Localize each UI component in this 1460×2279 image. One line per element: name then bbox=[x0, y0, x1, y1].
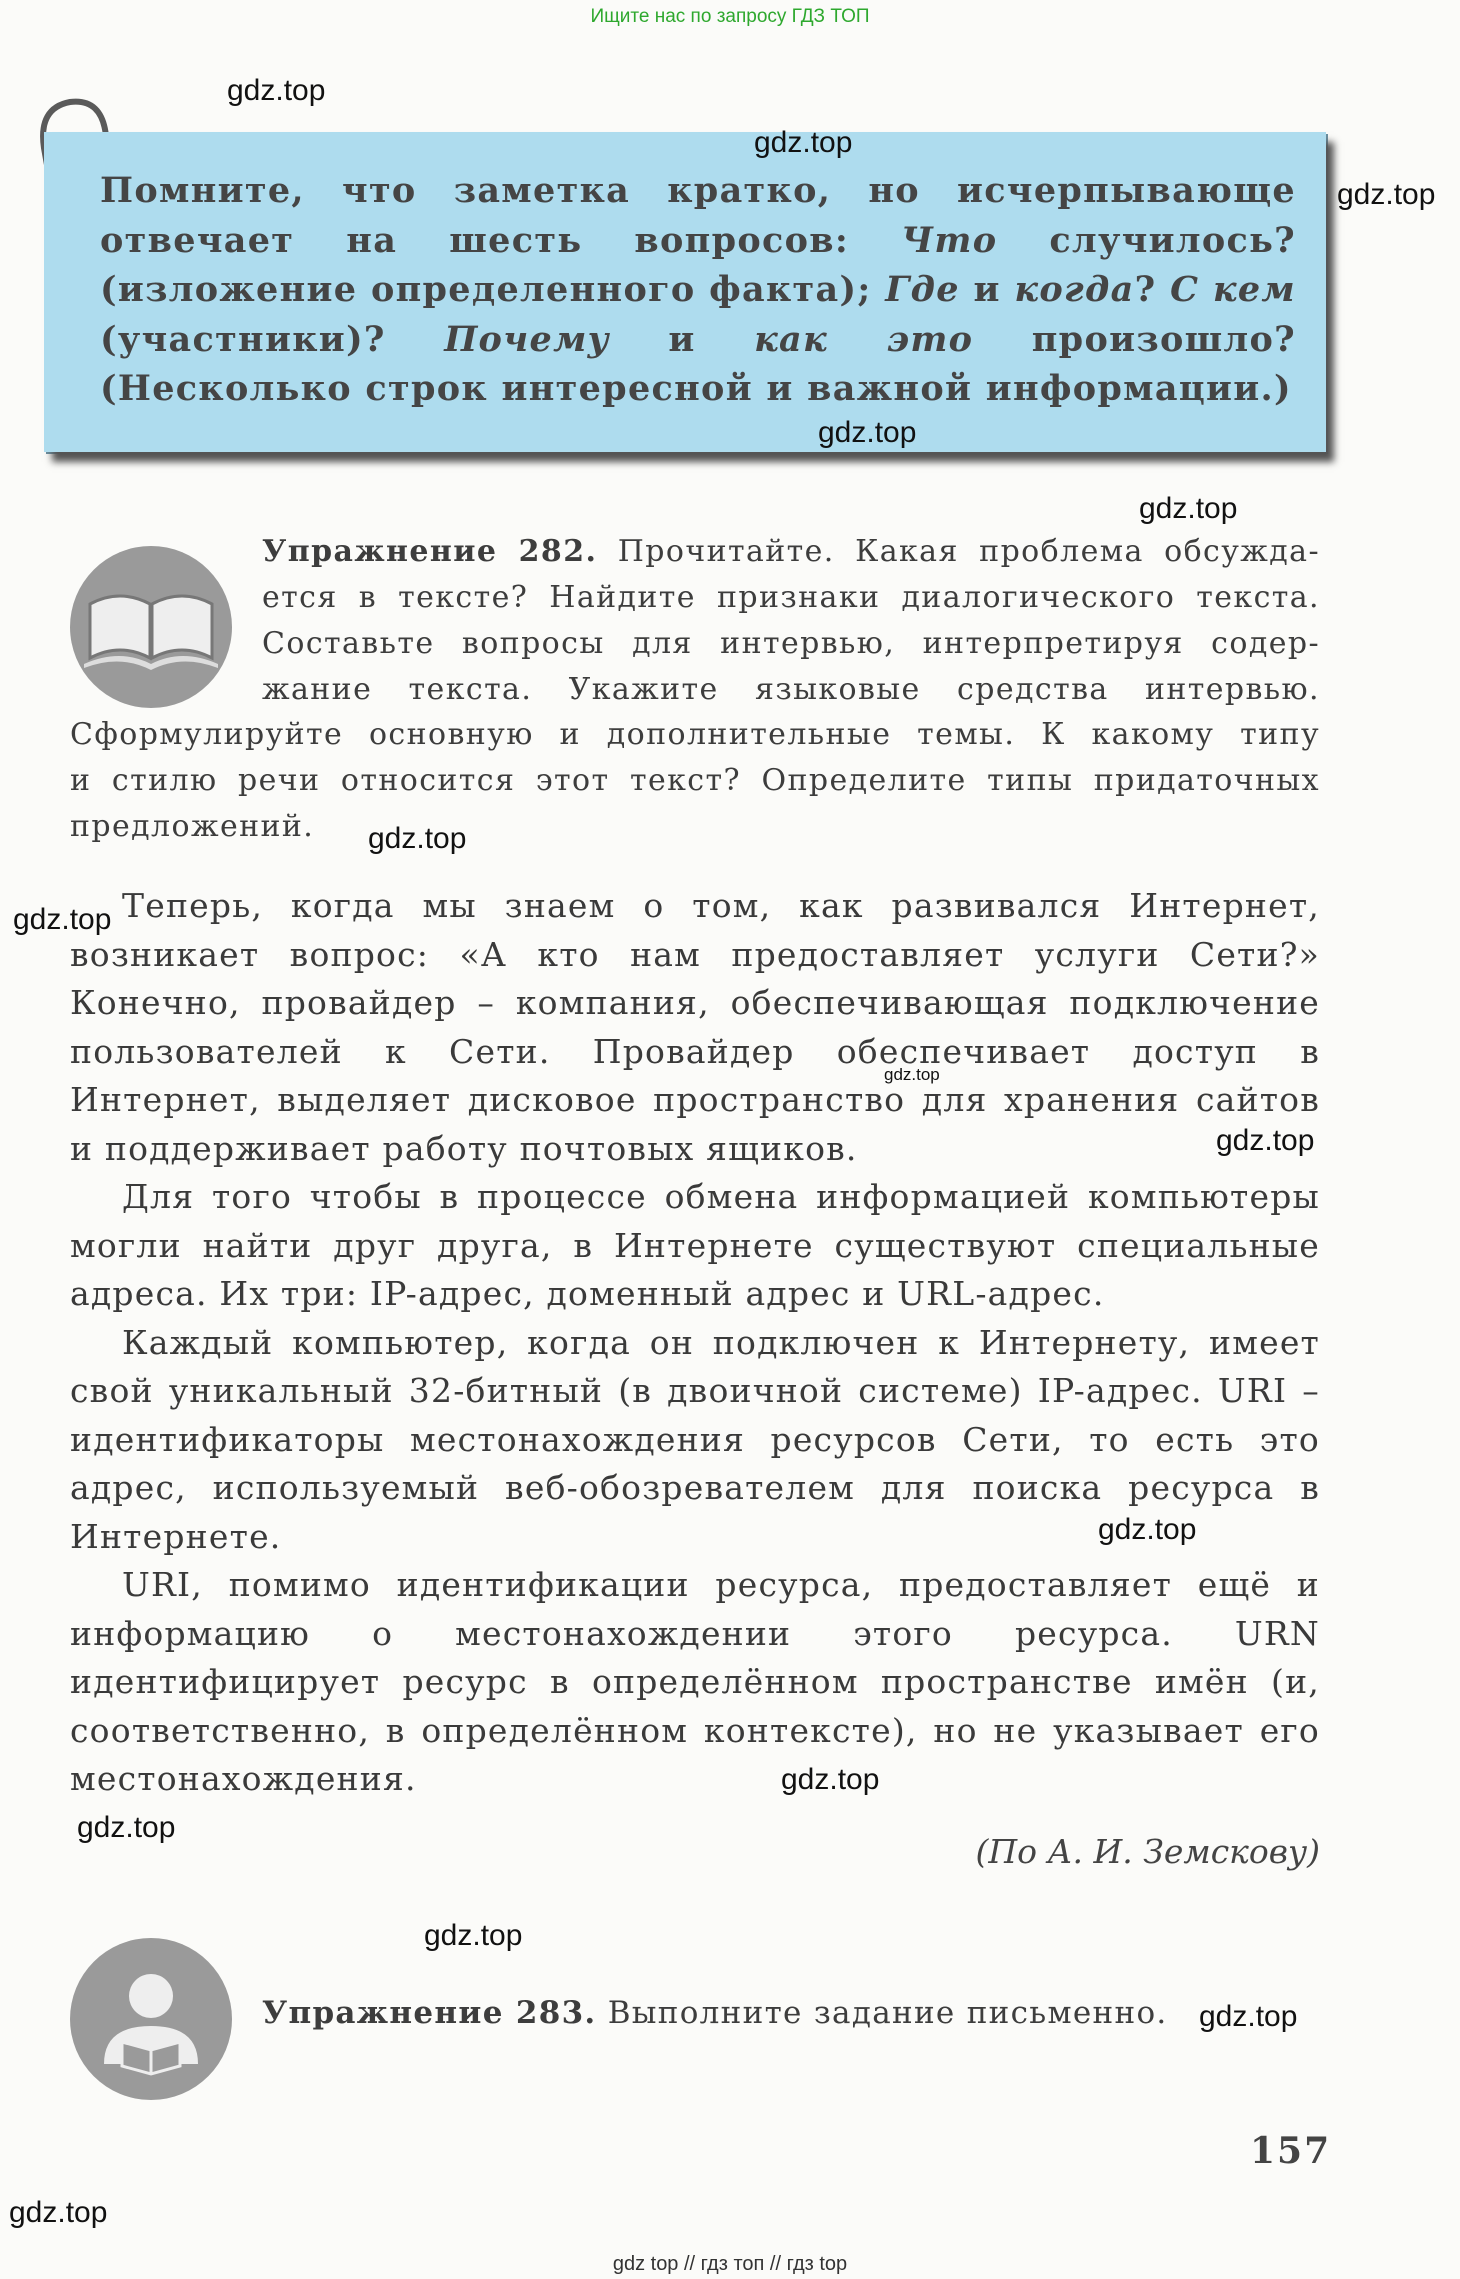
search-banner: Ищите нас по запросу ГДЗ ТОП bbox=[590, 6, 870, 27]
watermark: gdz.top bbox=[9, 2196, 108, 2229]
watermark: gdz.top bbox=[1098, 1513, 1197, 1546]
article-text bbox=[70, 882, 1320, 1804]
watermark: gdz.top bbox=[781, 1763, 880, 1796]
watermark: gdz.top bbox=[368, 822, 467, 855]
paragraph-4: URI, помимо идентификации ресурса, предоставляет ещё и информацию о местонахождении этого ресурса. URN идентифицирует ресурс в определённом пространстве имён (и, соответственно, в определённом контексте), но не указывает его местонахождения. bbox=[70, 1565, 1320, 1798]
watermark: gdz.top bbox=[1139, 492, 1238, 525]
exercise-282-line-2: ется в тексте? Найдите признаки диалогического текста. bbox=[262, 580, 1320, 615]
watermark: gdz.top bbox=[77, 1811, 176, 1844]
watermark: gdz.top bbox=[227, 74, 326, 107]
paragraph-3: Каждый компьютер, когда он подключен к Интернету, имеет свой уникальный 32-битный (в двоичной системе) IP-адрес. URI – идентификаторы местонахождения ресурсов Сети, то есть это адрес, используемый веб-обозревателем для поиска ресурса в Интернете. bbox=[70, 1322, 1320, 1556]
watermark: gdz.top bbox=[1337, 178, 1436, 211]
exercise-282-line-1: Упражнение 282. Прочитайте. Какая проблема обсужда- bbox=[262, 534, 1320, 569]
page-number: 157 bbox=[1250, 2130, 1332, 2172]
watermark: gdz.top bbox=[884, 1065, 940, 1084]
memo-note-box bbox=[44, 132, 1326, 452]
exercise-282-line-5: Сформулируйте основную и дополнительные темы. К какому типу bbox=[70, 717, 1320, 752]
paragraph-2: Для того чтобы в процессе обмена информацией компьютеры могли найти друг друга, в Интернете существуют специальные адреса. Их три: IP-адрес, доменный адрес и URL-адрес. bbox=[70, 1177, 1320, 1313]
reading-person-icon bbox=[70, 1938, 232, 2100]
watermark: gdz.top bbox=[754, 126, 853, 159]
exercise-283: Упражнение 283. Выполните задание письменно. bbox=[262, 1995, 1168, 2031]
attribution: (По А. И. Земскову) bbox=[975, 1832, 1320, 1871]
watermark: gdz.top bbox=[424, 1919, 523, 1952]
watermark: gdz.top bbox=[818, 416, 917, 449]
exercise-282-line-7: предложений. bbox=[70, 809, 315, 844]
paragraph-1: Теперь, когда мы знаем о том, как развивался Интернет, возникает вопрос: «А кто нам предоставляет услуги Сети?» Конечно, провайдер – компания, обеспечивающая подключение пользователей к Сети. Провайдер обеспечивает доступ в Интернет, выделяет дисковое пространство для хранения сайтов и поддерживает работу почтовых ящиков. bbox=[70, 886, 1320, 1168]
watermark: gdz.top bbox=[1216, 1124, 1315, 1157]
watermark: gdz.top bbox=[13, 903, 112, 936]
exercise-282-line-3: Составьте вопросы для интервью, интерпретируя содер- bbox=[262, 626, 1320, 661]
memo-note-text: Помните, что заметка кратко, но исчерпывающе отвечает на шесть вопросов: Что случилось? (изложение определенного факта); Где и когда? С кем (участники)? Почему и как это произошло? (Несколько строк интересной и важной информации.) bbox=[100, 170, 1296, 409]
watermark: gdz.top bbox=[1199, 2000, 1298, 2033]
open-book-icon bbox=[70, 546, 232, 708]
exercise-282-line-6: и стилю речи относится этот текст? Определите типы придаточных bbox=[70, 763, 1320, 798]
exercise-282-line-4: жание текста. Укажите языковые средства интервью. bbox=[262, 672, 1320, 707]
footer-links: gdz top // гдз топ // гдз top bbox=[612, 2253, 848, 2275]
